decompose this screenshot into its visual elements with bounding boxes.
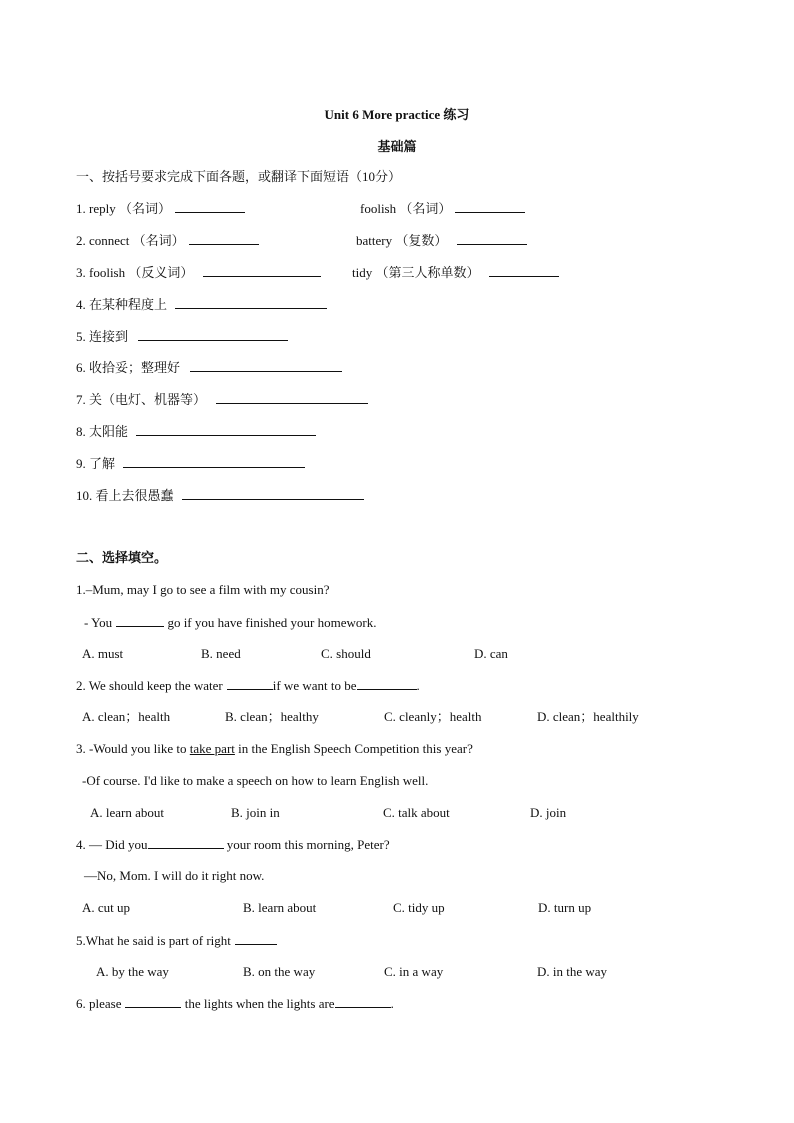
s2-q3-line2: -Of course. I'd like to make a speech on how to learn English well.: [82, 773, 429, 788]
s2-q1-option-d[interactable]: D. can: [474, 646, 508, 661]
section2-heading: 二、选择填空。: [76, 550, 168, 565]
s2-q2-blank-1[interactable]: [227, 676, 273, 690]
s2-q6-blank-2[interactable]: [335, 994, 391, 1008]
s1-q10-blank[interactable]: [182, 486, 364, 500]
s2-q2-line1: [76, 676, 420, 695]
s1-q5-text: 5. 连接到: [76, 329, 129, 344]
s2-q3-line1: [76, 740, 473, 758]
s2-q5-text: 5.What he said is part of right: [76, 933, 231, 948]
s2-q1-line2: [84, 613, 376, 632]
s2-q3-text-b: in the English Speech Competition this year?: [238, 741, 473, 756]
s2-q4-text-b: your room this morning, Peter?: [226, 837, 390, 852]
s1-q2b-blank[interactable]: [457, 231, 527, 245]
s1-question-10: [76, 486, 364, 505]
s2-q4-option-c[interactable]: C. tidy up: [393, 900, 445, 915]
s1-question-6: [76, 358, 342, 377]
s2-q3-option-c[interactable]: C. talk about: [383, 805, 450, 820]
s1-question-3a: [76, 263, 321, 282]
s2-q3-option-d[interactable]: D. join: [530, 805, 567, 820]
s1-question-7: [76, 390, 368, 409]
s2-q2-text-c: .: [416, 678, 420, 693]
s2-q6-text-a: 6. please: [76, 996, 122, 1011]
s1-q1b-text: foolish （名词）: [360, 201, 452, 216]
s1-q3a-blank[interactable]: [203, 263, 321, 277]
s1-q4-text: 4. 在某种程度上: [76, 297, 168, 312]
s1-q2b-text: battery （复数）: [356, 233, 448, 248]
s1-q9-blank[interactable]: [123, 454, 305, 468]
s1-q6-blank[interactable]: [190, 358, 342, 372]
s2-q4-option-d[interactable]: D. turn up: [538, 900, 592, 915]
s1-q2a-blank[interactable]: [189, 231, 259, 245]
s2-q5-option-d[interactable]: D. in the way: [537, 964, 608, 979]
s1-q3b-blank[interactable]: [489, 263, 559, 277]
s1-q6-text: 6. 收拾妥；整理好: [76, 360, 181, 375]
s2-q1-line2-text-a: - You: [84, 615, 113, 630]
s2-q1-option-b[interactable]: B. need: [201, 646, 241, 661]
s1-q3a-text: 3. foolish （反义词）: [76, 265, 194, 280]
s2-q2-option-b[interactable]: B. clean；healthy: [225, 709, 319, 724]
s2-q1-option-a[interactable]: A. must: [82, 646, 124, 661]
s2-q5-option-c[interactable]: C. in a way: [384, 964, 444, 979]
s2-q6-text-c: .: [390, 996, 394, 1011]
s1-q8-text: 8. 太阳能: [76, 424, 129, 439]
s1-q7-blank[interactable]: [216, 390, 368, 404]
s2-q1-blank[interactable]: [116, 613, 164, 627]
s2-q6-line1: [76, 994, 394, 1013]
s2-q2-text-b: if we want to be: [272, 678, 357, 693]
s2-q1-line2-text-b: go if you have finished your homework.: [167, 615, 377, 630]
s1-question-5: [76, 327, 288, 346]
s2-q2-text-a: 2. We should keep the water: [76, 678, 223, 693]
worksheet-title: Unit 6 More practice 练习: [324, 107, 470, 122]
s2-q3-option-a[interactable]: A. learn about: [90, 805, 165, 820]
s2-q5-line1: [76, 931, 277, 950]
s2-q4-option-a[interactable]: A. cut up: [82, 900, 131, 915]
s1-question-1b: [360, 199, 525, 218]
s2-q4-line2: —No, Mom. I will do it right now.: [84, 868, 265, 883]
s2-q2-blank-2[interactable]: [357, 676, 417, 690]
s2-q2-option-d[interactable]: D. clean；healthily: [537, 709, 639, 724]
s2-q3-text-a: 3. -Would you like to: [76, 741, 187, 756]
s1-q3b-text: tidy （第三人称单数）: [352, 265, 480, 280]
s2-q3-underlined-phrase: take part: [189, 741, 235, 756]
s2-q2-option-a[interactable]: A. clean；health: [82, 709, 171, 724]
s2-q4-line1: [76, 835, 390, 854]
s1-q1a-blank[interactable]: [175, 199, 245, 213]
s2-q1-option-c[interactable]: C. should: [321, 646, 371, 661]
s1-question-3b: [352, 263, 559, 282]
s2-q2-option-c[interactable]: C. cleanly；health: [384, 709, 482, 724]
s2-q5-option-b[interactable]: B. on the way: [243, 964, 316, 979]
s1-question-2a: [76, 231, 259, 250]
s1-q2a-text: 2. connect （名词）: [76, 233, 185, 248]
s1-q9-text: 9. 了解: [76, 456, 116, 471]
s2-q4-option-b[interactable]: B. learn about: [243, 900, 317, 915]
s2-q1-line1: 1.–Mum, may I go to see a film with my cousin?: [76, 582, 330, 597]
s2-q6-blank-1[interactable]: [125, 994, 181, 1008]
s1-q7-text: 7. 关（电灯、机器等）: [76, 392, 207, 407]
worksheet-subtitle: 基础篇: [377, 139, 417, 154]
s2-q5-option-a[interactable]: A. by the way: [96, 964, 169, 979]
s1-q1a-text: 1. reply （名词）: [76, 201, 171, 216]
s2-q6-text-b: the lights when the lights are: [184, 996, 335, 1011]
s2-q4-text-a: 4. — Did you: [76, 837, 148, 852]
s1-q1b-blank[interactable]: [455, 199, 525, 213]
s1-q4-blank[interactable]: [175, 295, 327, 309]
s1-question-4: [76, 295, 327, 314]
s2-q4-blank[interactable]: [148, 835, 224, 849]
section1-heading: 一、按括号要求完成下面各题，或翻译下面短语（10分）: [76, 169, 402, 184]
s2-q5-blank[interactable]: [235, 931, 277, 945]
s1-q10-text: 10. 看上去很愚蠢: [76, 488, 174, 503]
s1-q5-blank[interactable]: [138, 327, 288, 341]
s1-q8-blank[interactable]: [136, 422, 316, 436]
s1-question-1a: [76, 199, 245, 218]
s1-question-9: [76, 454, 305, 473]
s1-question-8: [76, 422, 316, 441]
s1-question-2b: [356, 231, 527, 250]
s2-q3-option-b[interactable]: B. join in: [231, 805, 280, 820]
